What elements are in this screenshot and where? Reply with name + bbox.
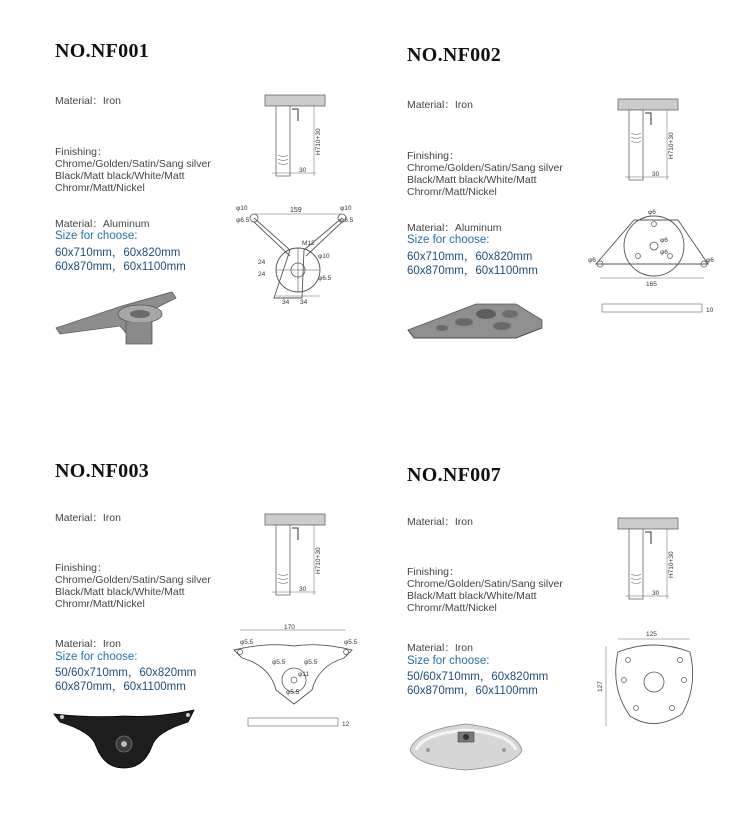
dim-label: φ5.5 [240, 639, 254, 646]
dim-30: 30 [652, 171, 660, 178]
material-top: Material：Iron [407, 516, 473, 528]
material-top: Material：Iron [55, 512, 121, 524]
product-title: NO.NF001 [55, 40, 150, 62]
dim-height: H710+30 [668, 132, 675, 159]
size-label: Size for choose: [407, 655, 490, 667]
finishing-label: Finishing： [55, 146, 108, 158]
dim-label: φ11 [298, 671, 309, 678]
finishing-line: Chrome/Golden/Satin/Sang silver [55, 574, 211, 586]
dim-label: φ5.5 [344, 639, 358, 646]
dim-label: φ10 [318, 253, 330, 260]
material-base: Material：Aluminum [407, 222, 502, 234]
finishing-line: Chromr/Matt/Nickel [407, 602, 497, 614]
dim-label: φ6 [706, 257, 714, 264]
dim-label: 12 [342, 721, 350, 728]
dim-width: 125 [646, 631, 657, 638]
base-photo [52, 288, 182, 348]
column-drawing [615, 518, 685, 613]
dim-label: 34 [282, 299, 290, 306]
finishing-line: Chrome/Golden/Satin/Sang silver [407, 578, 563, 590]
base-drawing [597, 630, 702, 730]
column-drawing [262, 514, 332, 609]
base-drawing [228, 624, 358, 734]
finishing-line: Chromr/Matt/Nickel [55, 598, 145, 610]
base-photo [406, 720, 526, 775]
finishing-line: Black/Matt black/White/Matt [55, 586, 185, 598]
dim-label: φ10 [236, 205, 248, 212]
product-title: NO.NF002 [407, 44, 502, 66]
base-drawing [232, 200, 357, 305]
size-line: 50/60x710mm，60x820mm [55, 667, 197, 679]
size-line: 60x870mm，60x1100mm [55, 681, 186, 693]
size-line: 60x710mm，60x820mm [407, 251, 533, 263]
size-line: 60x870mm，60x1100mm [407, 265, 538, 277]
size-label: Size for choose: [407, 234, 490, 246]
finishing-line: Black/Matt black/White/Matt [407, 174, 537, 186]
size-line: 50/60x710mm，60x820mm [407, 671, 549, 683]
size-line: 60x710mm，60x820mm [55, 247, 181, 259]
dim-label: φ5.5 [304, 659, 318, 666]
dim-width: 170 [284, 624, 295, 631]
dim-30: 30 [299, 586, 307, 593]
dim-height: H710+30 [668, 551, 675, 578]
dim-30: 30 [652, 590, 660, 597]
material-base: Material：Iron [407, 642, 473, 654]
base-drawing [588, 206, 718, 316]
product-card-nf001 [0, 0, 375, 404]
finishing-line: Chrome/Golden/Satin/Sang silver [55, 158, 211, 170]
dim-label: M12 [302, 240, 315, 247]
finishing-label: Finishing： [407, 566, 460, 578]
dim-height-base: 127 [597, 681, 604, 692]
finishing-label: Finishing： [407, 150, 460, 162]
dim-height: H710+30 [315, 547, 322, 574]
product-card-nf002 [350, 0, 725, 404]
dim-label: 24 [258, 259, 266, 266]
dim-label: φ6 [588, 257, 596, 264]
dim-width: 165 [646, 281, 657, 288]
finishing-line: Chromr/Matt/Nickel [55, 182, 145, 194]
product-title: NO.NF007 [407, 464, 502, 486]
dim-width: 159 [290, 207, 302, 214]
dim-label: φ6.5 [340, 217, 354, 224]
finishing-line: Black/Matt black/White/Matt [55, 170, 185, 182]
size-label: Size for choose: [55, 230, 138, 242]
dim-height: H710+30 [315, 128, 322, 155]
size-line: 60x870mm，60x1100mm [407, 685, 538, 697]
dim-label: 34 [300, 299, 308, 306]
dim-label: φ10 [340, 205, 352, 212]
dim-30: 30 [299, 167, 307, 174]
product-title: NO.NF003 [55, 460, 150, 482]
base-photo [406, 298, 546, 343]
finishing-line: Chromr/Matt/Nickel [407, 186, 497, 198]
finishing-line: Chrome/Golden/Satin/Sang silver [407, 162, 563, 174]
finishing-line: Black/Matt black/White/Matt [407, 590, 537, 602]
material-top: Material：Iron [55, 95, 121, 107]
column-drawing [262, 95, 332, 190]
material-top: Material：Iron [407, 99, 473, 111]
dim-label: φ6 [648, 209, 656, 216]
finishing-label: Finishing： [55, 562, 108, 574]
material-base: Material：Aluminum [55, 218, 150, 230]
dim-label: φ6.5 [236, 217, 250, 224]
dim-label: φ6 [660, 249, 668, 256]
material-base: Material：Iron [55, 638, 121, 650]
dim-label: φ6.5 [318, 275, 332, 282]
base-photo [52, 706, 197, 771]
dim-label: φ5.5 [286, 689, 300, 696]
dim-label: φ6 [660, 237, 668, 244]
dim-label: 10 [706, 307, 714, 314]
size-line: 60x870mm，60x1100mm [55, 261, 186, 273]
dim-label: 24 [258, 271, 266, 278]
product-card-nf003 [0, 418, 375, 822]
dim-label: φ5.5 [272, 659, 286, 666]
size-label: Size for choose: [55, 651, 138, 663]
product-card-nf007 [350, 418, 725, 822]
column-drawing [615, 99, 685, 194]
